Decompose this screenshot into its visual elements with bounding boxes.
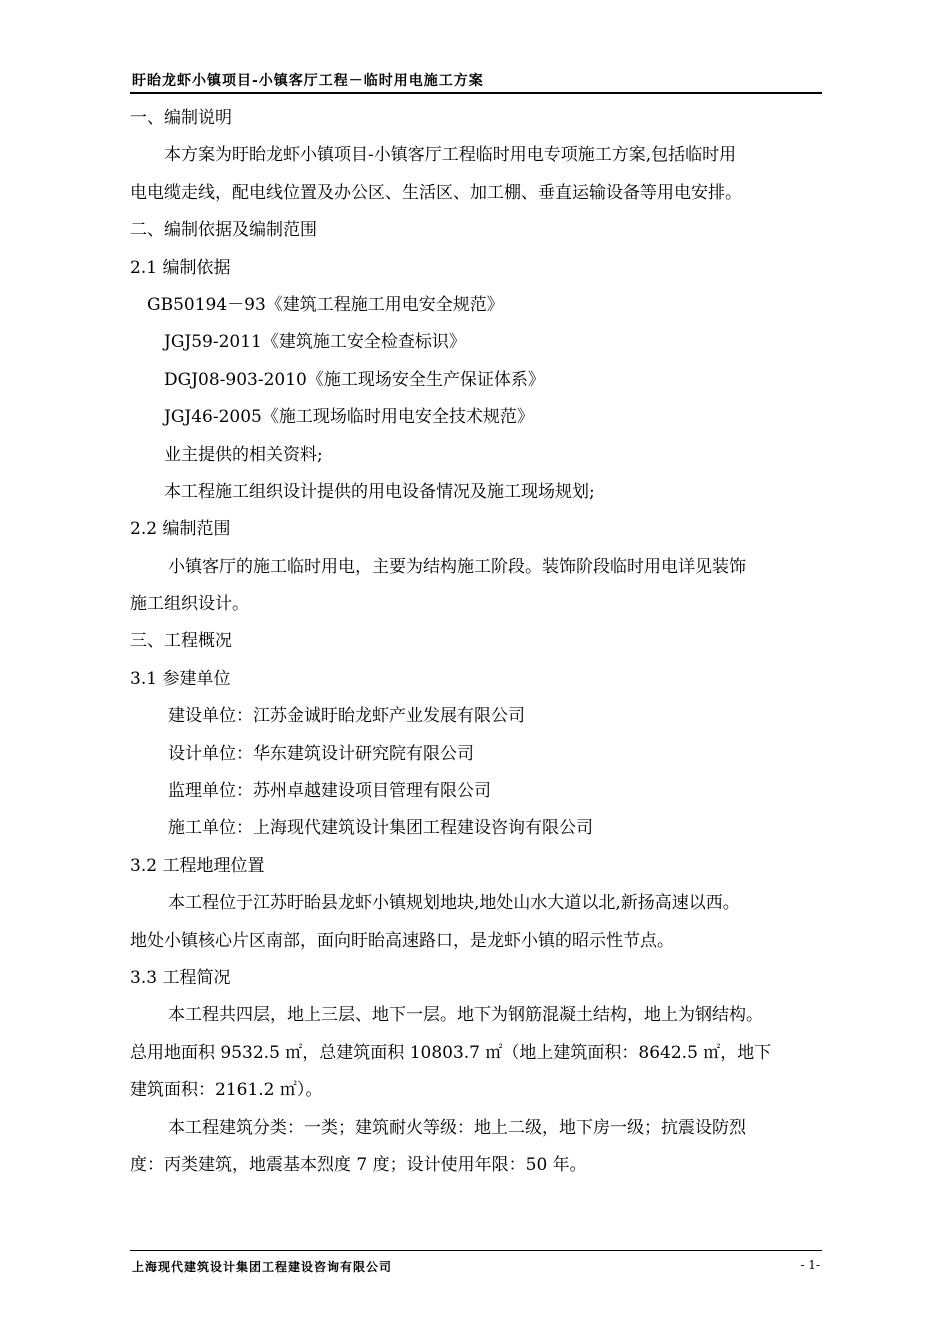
paragraph-line: 本方案为盱眙龙虾小镇项目-小镇客厅工程临时用电专项施工方案,包括临时用 (164, 145, 737, 166)
paragraph-line: 小镇客厅的施工临时用电，主要为结构施工阶段。装饰阶段临时用电详见装饰 (168, 556, 746, 577)
document-body (130, 100, 822, 1184)
subsection-heading: 3.1 参建单位 (130, 668, 231, 689)
list-item: 建设单位：江苏金诚盱眙龙虾产业发展有限公司 (168, 706, 525, 727)
subsection-heading: 2.2 编制范围 (130, 519, 231, 540)
list-item: 本工程施工组织设计提供的用电设备情况及施工现场规划; (164, 481, 595, 502)
subsection-heading: 3.3 工程简况 (130, 967, 231, 988)
section-heading: 一、编制说明 (130, 108, 232, 128)
footer-company: 上海现代建筑设计集团工程建设咨询有限公司 (132, 1260, 393, 1274)
paragraph-line: 施工组织设计。 (130, 594, 249, 615)
list-item: GB50194－93《建筑工程施工用电安全规范》 (147, 294, 504, 315)
section-heading: 二、编制依据及编制范围 (130, 220, 317, 241)
paragraph-line: 本工程建筑分类：一类；建筑耐火等级：地上二级，地下房一级；抗震设防烈 (168, 1117, 746, 1138)
paragraph-line: 本工程位于江苏盱眙县龙虾小镇规划地块,地处山水大道以北,新扬高速以西。 (168, 893, 740, 914)
subsection-heading: 2.1 编制依据 (130, 257, 231, 278)
list-item: JGJ46-2005《施工现场临时用电安全技术规范》 (164, 407, 534, 428)
paragraph-line: 地处小镇核心片区南部，面向盱眙高速路口，是龙虾小镇的昭示性节点。 (130, 930, 674, 951)
subsection-heading: 3.2 工程地理位置 (130, 855, 265, 876)
paragraph-line: 建筑面积：2161.2 ㎡）。 (130, 1080, 323, 1101)
list-item: 监理单位：苏州卓越建设项目管理有限公司 (168, 781, 491, 802)
paragraph-line: 总用地面积 9532.5 ㎡，总建筑面积 10803.7 ㎡（地上建筑面积：8642.5 ㎡，地下 (130, 1042, 772, 1063)
footer-divider (130, 1250, 822, 1251)
list-item: 业主提供的相关资料; (164, 444, 323, 465)
list-item: 设计单位：华东建筑设计研究院有限公司 (168, 743, 474, 764)
paragraph-line: 度：丙类建筑，地震基本烈度 7 度；设计使用年限：50 年。 (130, 1154, 587, 1175)
list-item: JGJ59-2011《建筑施工安全检查标识》 (164, 332, 466, 353)
header-divider (130, 92, 822, 94)
section-heading: 三、工程概况 (130, 631, 232, 652)
list-item: DGJ08-903-2010《施工现场安全生产保证体系》 (164, 369, 545, 390)
paragraph-line: 本工程共四层，地上三层、地下一层。地下为钢筋混凝土结构，地上为钢结构。 (168, 1005, 763, 1026)
list-item: 施工单位：上海现代建筑设计集团工程建设咨询有限公司 (168, 818, 593, 839)
paragraph-line: 电电缆走线，配电线位置及办公区、生活区、加工棚、垂直运输设备等用电安排。 (130, 182, 742, 203)
page-number: - 1- (800, 1258, 820, 1272)
page-header: 盱眙龙虾小镇项目-小镇客厅工程－临时用电施工方案 (132, 73, 484, 89)
